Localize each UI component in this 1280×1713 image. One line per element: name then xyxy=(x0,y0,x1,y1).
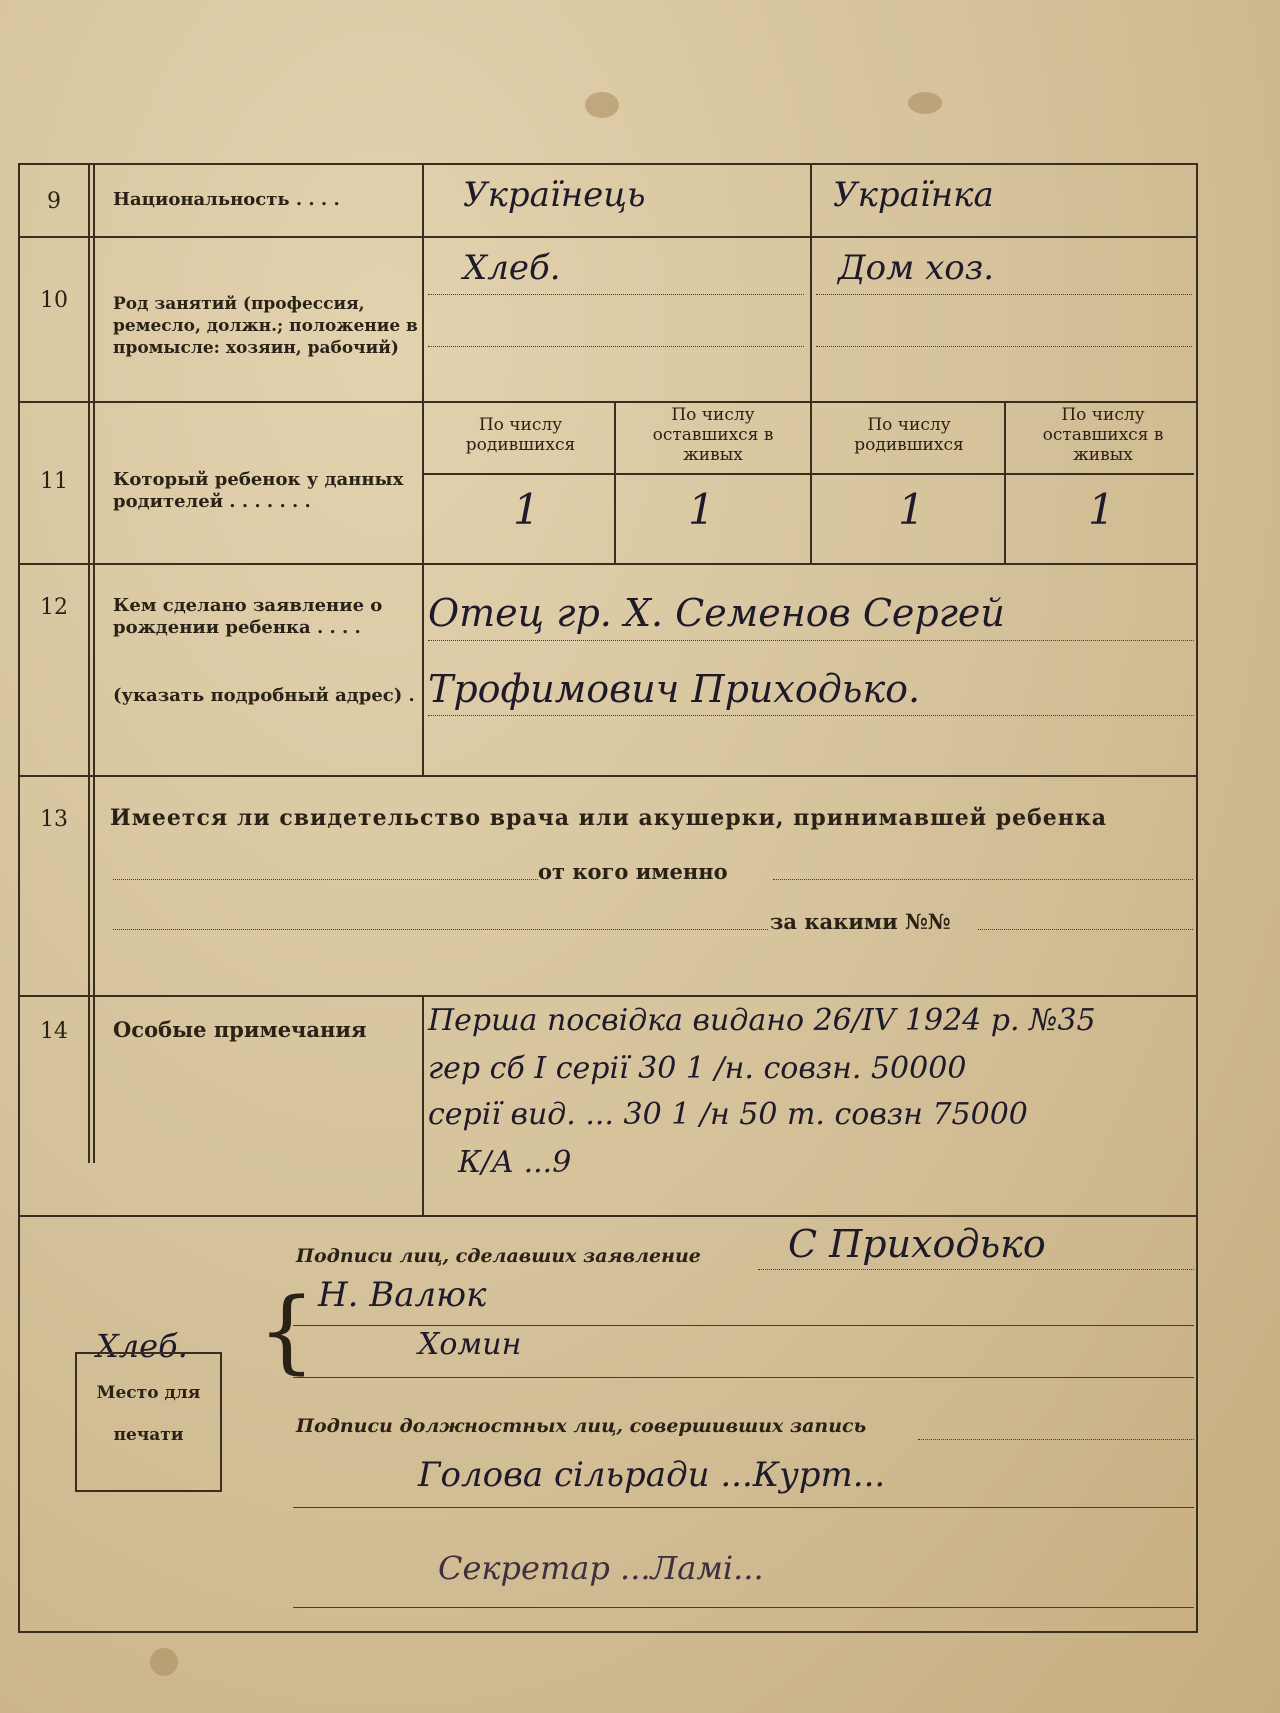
handwritten-count: 1 xyxy=(1088,485,1115,534)
handwritten-count: 1 xyxy=(688,485,715,534)
stain xyxy=(908,92,942,114)
divider xyxy=(810,163,812,236)
divider xyxy=(422,997,424,1217)
row-11 xyxy=(18,401,1198,565)
divider xyxy=(614,403,616,565)
stamp-label: печати xyxy=(113,1425,184,1445)
handwritten-count: 1 xyxy=(898,485,925,534)
row-13 xyxy=(18,775,1198,953)
signature-line xyxy=(293,1325,1194,1326)
row-number: 11 xyxy=(40,469,68,494)
row-sublabel: (указать подробный адрес) . xyxy=(113,685,415,706)
divider xyxy=(422,403,424,565)
handwritten-occupation-mother: Дом хоз. xyxy=(838,248,995,288)
divider xyxy=(422,238,424,403)
row-label: Особые примечания xyxy=(113,1017,367,1042)
dotted-line xyxy=(428,715,1194,716)
sub-header-born: По числу родившихся xyxy=(465,415,576,455)
row-number: 9 xyxy=(47,189,61,214)
dotted-line xyxy=(918,1439,1194,1440)
dotted-line xyxy=(113,879,538,880)
witness-signature: Н. Валюк xyxy=(318,1275,487,1315)
handwritten-nationality-mother: Українка xyxy=(833,175,994,215)
official-signature: Секретар ...Ламі... xyxy=(438,1549,764,1587)
handwritten-nationality-father: Українець xyxy=(463,175,646,215)
dotted-line xyxy=(758,1269,1194,1270)
row-14 xyxy=(18,995,1198,1217)
witness-signature: Хомин xyxy=(418,1327,522,1362)
sub-header-line xyxy=(422,473,1194,475)
brace-icon: { xyxy=(258,1279,316,1384)
handwritten-applicant-line1: Отец гр. Х. Семенов Сергей xyxy=(428,591,1005,635)
divider xyxy=(810,403,812,565)
divider xyxy=(422,565,424,777)
stain xyxy=(150,1648,178,1676)
dotted-line xyxy=(978,929,1193,930)
signature-line xyxy=(293,1607,1194,1608)
sub-header-born: По числу родившихся xyxy=(854,415,964,455)
stain xyxy=(585,92,619,118)
officials-signature-label: Подписи должностных лиц, совершивших запись xyxy=(296,1415,867,1437)
row-number: 12 xyxy=(40,595,68,620)
handwritten-applicant-line2: Трофимович Приходько. xyxy=(428,667,921,711)
dotted-line xyxy=(113,929,768,930)
stamp-box xyxy=(75,1352,222,1492)
handwritten-note-line3: серії вид. ... 30 1 /н 50 т. совзн 75000 xyxy=(428,1097,1028,1132)
handwritten-count: 1 xyxy=(513,485,540,534)
sub-header-living: По числу оставшихся в живых xyxy=(1042,405,1164,465)
stamp-label: Место для xyxy=(96,1383,201,1403)
numbers-label: за какими №№ xyxy=(770,909,951,934)
handwritten-note-line4: К/А ...9 xyxy=(458,1145,572,1180)
row-text: Имеется ли свидетельство врача или акушерки, принимавшей ребенка xyxy=(110,805,1108,831)
official-signature: Голова сільради ...Курт... xyxy=(418,1455,886,1495)
handwritten-note-line2: гер сб І серії 30 1 /н. совзн. 50000 xyxy=(428,1051,967,1086)
dotted-line xyxy=(816,294,1192,295)
signature-line xyxy=(293,1507,1194,1508)
row-number: 10 xyxy=(40,288,68,313)
row-number: 14 xyxy=(40,1019,68,1044)
row-label: Род занятий (профессия, ремесло, должн.; положение в промысле: хозяин, рабочий) xyxy=(113,294,418,358)
row-label: Который ребенок у данных родителей . . . . . . . xyxy=(113,469,404,512)
dotted-line xyxy=(428,294,804,295)
dotted-line xyxy=(773,879,1193,880)
dotted-line xyxy=(428,346,804,347)
row-number: 13 xyxy=(40,807,68,832)
dotted-line xyxy=(816,346,1192,347)
from-whom-label: от кого именно xyxy=(538,859,728,884)
row-10 xyxy=(18,236,1198,403)
handwritten-note-line1: Перша посвідка видано 26/IV 1924 р. №35 xyxy=(428,1003,1096,1038)
sub-header-living: По числу оставшихся в живых xyxy=(652,405,774,465)
applicant-signature: С Приходько xyxy=(788,1222,1046,1266)
signature-line xyxy=(293,1377,1194,1378)
applicants-signature-label: Подписи лиц, сделавших заявление xyxy=(296,1245,701,1267)
row-label: Кем сделано заявление о рождении ребенка . . . . xyxy=(113,595,383,638)
row-label: Национальность . . . . xyxy=(113,189,340,210)
row-12 xyxy=(18,563,1198,777)
divider xyxy=(422,163,424,236)
divider xyxy=(810,238,812,403)
handwritten-occupation-father: Хлеб. xyxy=(463,248,561,288)
left-margin-mark: Хлеб. xyxy=(96,1327,188,1365)
divider xyxy=(1004,403,1006,565)
dotted-line xyxy=(428,640,1194,641)
